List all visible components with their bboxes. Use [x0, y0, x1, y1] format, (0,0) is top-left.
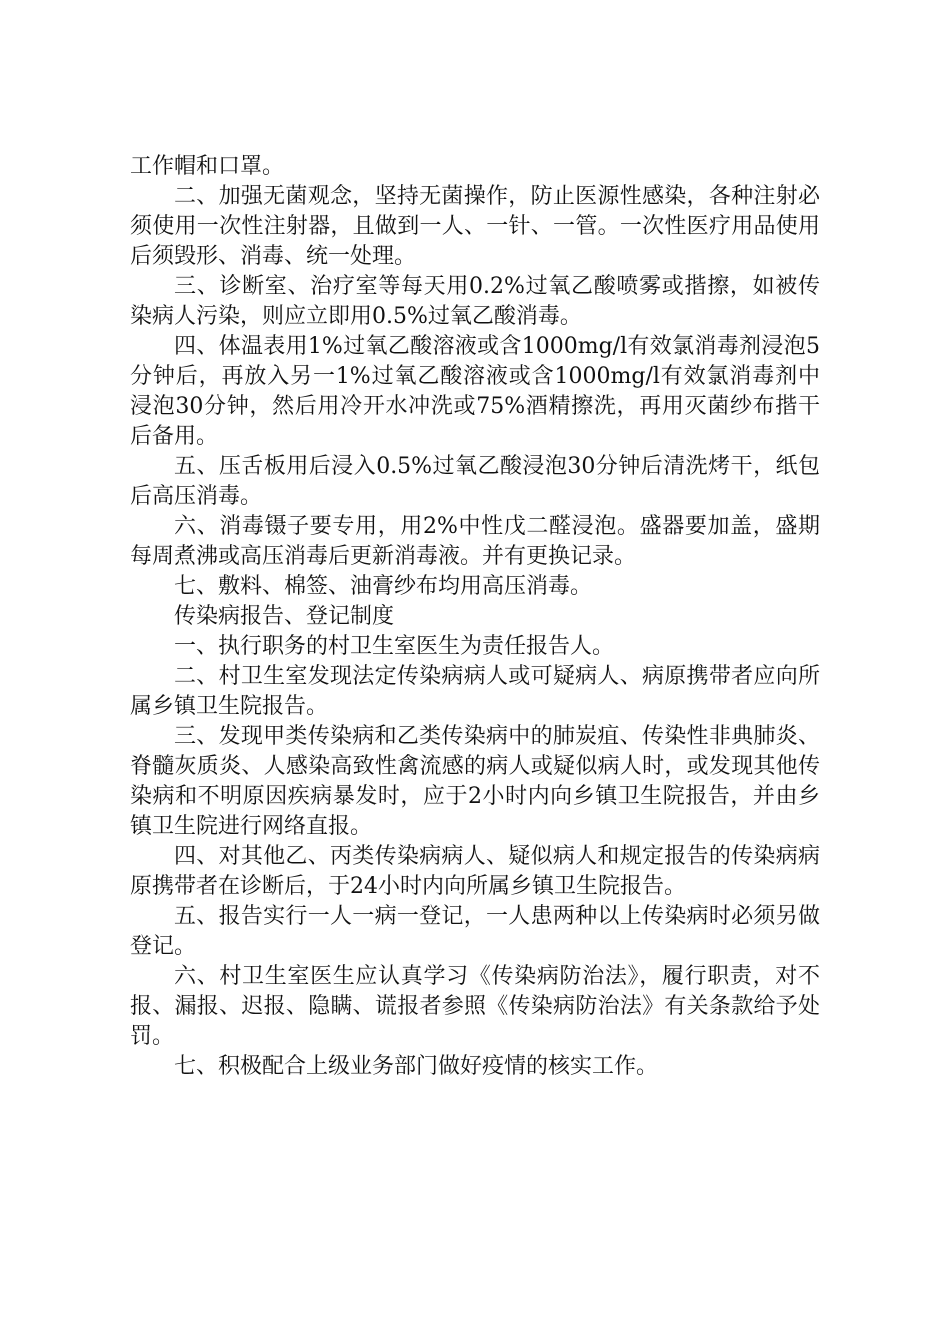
paragraph: 七、积极配合上级业务部门做好疫情的核实工作。 — [174, 1054, 659, 1079]
paragraph: 七、敷料、棉签、油膏纱布均用高压消毒。 — [174, 574, 593, 599]
paragraph: 四、对其他乙、丙类传染病病人、疑似病人和规定报告的传染病病原携带者在诊断后，于24小时内向所属乡镇卫生院报告。 — [130, 844, 820, 899]
paragraph: 五、报告实行一人一病一登记，一人患两种以上传染病时必须另做登记。 — [130, 904, 820, 959]
section-heading: 传染病报告、登记制度 — [174, 604, 395, 629]
paragraph: 五、压舌板用后浸入0.5%过氧乙酸浸泡30分钟后清洗烤干，纸包后高压消毒。 — [130, 454, 820, 509]
paragraph: 四、体温表用1%过氧乙酸溶液或含1000mg/l有效氯消毒剂浸泡5分钟后，再放入另一1%过氧乙酸溶液或含1000mg/l有效氯消毒剂中浸泡30分钟，然后用冷开水冲洗或75%酒精擦洗，再用灭菌纱布揩干后备用。 — [130, 334, 820, 449]
paragraph: 二、加强无菌观念，坚持无菌操作，防止医源性感染，各种注射必须使用一次性注射器，且做到一人、一针、一管。一次性医疗用品使用后须毁形、消毒、统一处理。 — [130, 184, 820, 269]
paragraph: 二、村卫生室发现法定传染病病人或可疑病人、病原携带者应向所属乡镇卫生院报告。 — [130, 664, 820, 719]
paragraph: 三、发现甲类传染病和乙类传染病中的肺炭疽、传染性非典肺炎、脊髓灰质炎、人感染高致性禽流感的病人或疑似病人时，或发现其他传染病和不明原因疾病暴发时，应于2小时内向乡镇卫生院报告，并由乡镇卫生院进行网络直报。 — [130, 724, 820, 839]
paragraph: 六、村卫生室医生应认真学习《传染病防治法》，履行职责，对不报、漏报、迟报、隐瞒、谎报者参照《传染病防治法》有关条款给予处罚。 — [130, 964, 820, 1049]
paragraph: 一、执行职务的村卫生室医生为责任报告人。 — [174, 634, 615, 659]
document-body — [130, 152, 820, 1082]
paragraph: 六、消毒镊子要专用，用2%中性戊二醛浸泡。盛器要加盖，盛期每周煮沸或高压消毒后更新消毒液。并有更换记录。 — [130, 514, 820, 569]
paragraph: 三、诊断室、治疗室等每天用0.2%过氧乙酸喷雾或揩擦，如被传染病人污染，则应立即用0.5%过氧乙酸消毒。 — [130, 274, 820, 329]
paragraph: 工作帽和口罩。 — [130, 154, 285, 179]
